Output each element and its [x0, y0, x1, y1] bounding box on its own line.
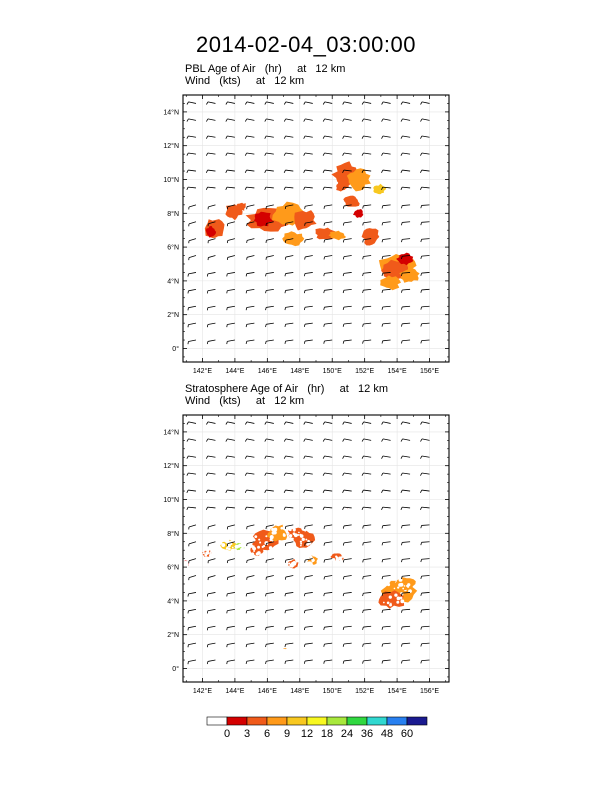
- field-gap: [257, 546, 260, 549]
- field-gap: [400, 597, 403, 600]
- wind-barb: [245, 490, 254, 493]
- x-tick-label: 142°E: [192, 688, 213, 695]
- wind-barb: [285, 542, 293, 546]
- field-gap: [387, 602, 390, 605]
- wind-barb: [305, 576, 313, 580]
- panel1-subtitle-2: Wind (kts) at 12 km: [185, 75, 305, 87]
- wind-barb: [401, 473, 410, 476]
- wind-barb: [401, 542, 410, 545]
- wind-barb: [401, 525, 410, 528]
- wind-barb: [187, 473, 196, 476]
- wind-barb: [284, 422, 293, 425]
- wind-barb: [420, 439, 429, 442]
- wind-barb: [323, 473, 332, 476]
- wind-barb: [265, 490, 274, 493]
- wind-barb: [324, 559, 332, 563]
- wind-barb: [421, 576, 430, 579]
- field-gap: [397, 586, 399, 588]
- wind-barb: [343, 626, 352, 630]
- wind-barb: [266, 643, 274, 647]
- colorbar-label: 48: [380, 728, 394, 740]
- wind-barb: [227, 576, 235, 580]
- wind-barb: [304, 456, 313, 459]
- wind-barb: [363, 609, 372, 613]
- wind-barb: [382, 439, 391, 442]
- wind-barb: [226, 490, 235, 493]
- field-gap: [283, 533, 285, 535]
- field-gap: [254, 535, 257, 538]
- field-gap: [348, 505, 351, 508]
- field-gap: [225, 540, 227, 542]
- x-tick-label: 148°E: [290, 688, 310, 695]
- wind-barb: [381, 490, 390, 493]
- field-gap: [293, 528, 296, 531]
- field-gap: [208, 552, 210, 554]
- wind-barb: [246, 592, 254, 596]
- wind-barb: [421, 542, 430, 545]
- wind-barb: [421, 422, 430, 425]
- field-gap: [300, 543, 302, 545]
- wind-barb: [226, 507, 235, 510]
- wind-barb: [285, 576, 293, 580]
- field-gap: [389, 596, 392, 599]
- wind-barb: [187, 490, 196, 493]
- wind-barb: [206, 490, 215, 493]
- colorbar-label: 18: [320, 728, 334, 740]
- y-tick-label: 6°N: [167, 244, 179, 252]
- y-tick-label: 4°N: [167, 278, 179, 286]
- wind-barb: [266, 609, 274, 613]
- wind-barb: [226, 439, 235, 442]
- wind-barb: [363, 626, 372, 630]
- wind-barb: [188, 626, 196, 630]
- field-gap: [203, 552, 205, 554]
- wind-barb: [401, 456, 410, 459]
- field-gap: [298, 532, 300, 534]
- x-tick-label: 154°E: [387, 688, 407, 695]
- x-tick-label: 144°E: [225, 688, 245, 695]
- wind-barb: [245, 456, 254, 459]
- x-tick-label: 150°E: [322, 368, 342, 375]
- wind-barb: [363, 542, 371, 546]
- field-gap: [251, 552, 254, 555]
- field-gap: [310, 545, 314, 549]
- wind-barb: [324, 542, 332, 546]
- wind-barb: [187, 507, 196, 510]
- wind-barb: [207, 643, 215, 647]
- wind-barb: [324, 626, 332, 630]
- wind-barb: [208, 525, 215, 530]
- wind-barb: [227, 609, 235, 613]
- wind-barb: [324, 643, 332, 647]
- wind-barb: [421, 609, 430, 612]
- field-gap: [232, 547, 234, 549]
- field-gap: [226, 547, 229, 550]
- x-tick-label: 142°E: [192, 368, 213, 375]
- field-gap: [306, 543, 309, 546]
- wind-barb: [421, 643, 430, 646]
- wind-barb: [382, 422, 391, 425]
- wind-barb: [343, 439, 352, 442]
- field-gap: [336, 558, 339, 561]
- field-gap: [242, 547, 244, 549]
- wind-barb: [284, 473, 293, 476]
- wind-barb: [382, 660, 391, 664]
- field-gap: [300, 541, 302, 543]
- field-gap: [262, 546, 264, 548]
- wind-barb: [323, 507, 332, 510]
- wind-barb: [265, 507, 274, 510]
- panel1-subtitle-1: PBL Age of Air (hr) at 12 km: [185, 63, 346, 75]
- wind-barb: [343, 660, 352, 664]
- wind-barb: [421, 559, 430, 562]
- wind-barb: [343, 559, 351, 563]
- field-gap: [340, 558, 343, 561]
- wind-barb: [304, 592, 312, 596]
- wind-barb: [227, 660, 235, 664]
- field-gap: [305, 539, 307, 541]
- wind-barb: [382, 525, 391, 529]
- wind-barb: [382, 542, 391, 546]
- wind-barb: [246, 609, 254, 613]
- wind-barb: [323, 456, 332, 459]
- wind-barb: [247, 559, 255, 563]
- field-gap: [398, 583, 402, 587]
- wind-barb: [245, 422, 254, 425]
- wind-barb: [284, 439, 293, 442]
- wind-barb: [343, 525, 351, 529]
- field-gap: [209, 554, 213, 558]
- wind-barb: [382, 626, 391, 630]
- wind-barb: [362, 422, 371, 425]
- wind-barb: [227, 559, 235, 563]
- wind-barb: [401, 626, 410, 629]
- wind-barb: [420, 490, 429, 493]
- y-tick-label: 8°N: [167, 210, 179, 218]
- wind-barb: [420, 507, 429, 510]
- y-tick-label: 4°N: [167, 598, 179, 606]
- y-tick-label: 2°N: [167, 632, 179, 640]
- field-gap: [394, 588, 396, 590]
- field-gap: [302, 538, 305, 541]
- wind-barb: [266, 626, 274, 630]
- field-gap: [310, 562, 312, 564]
- wind-barb: [304, 609, 312, 613]
- wind-barb: [421, 592, 430, 595]
- x-tick-label: 146°E: [257, 368, 277, 375]
- wind-barb: [207, 626, 215, 630]
- wind-barb: [420, 473, 429, 476]
- wind-barb: [285, 660, 293, 664]
- wind-barb: [188, 609, 196, 613]
- wind-barb: [206, 507, 215, 510]
- field-gap: [387, 581, 389, 583]
- wind-barb: [247, 525, 255, 529]
- wind-barb: [363, 660, 372, 664]
- field-gap: [294, 533, 298, 537]
- field-gap: [210, 551, 212, 553]
- wind-barb: [189, 542, 196, 547]
- field-gap: [257, 551, 261, 555]
- wind-barb: [343, 456, 352, 459]
- field-gap: [235, 545, 239, 549]
- y-tick-label: 10°N: [163, 496, 179, 504]
- wind-barb: [343, 473, 352, 476]
- wind-barb: [227, 626, 235, 630]
- wind-barb: [246, 626, 254, 630]
- wind-barb: [304, 626, 312, 630]
- wind-barb: [421, 525, 430, 528]
- field-gap: [396, 601, 399, 604]
- wind-barb: [324, 609, 332, 613]
- wind-barb: [420, 456, 429, 459]
- wind-barb: [401, 559, 410, 562]
- colorbar-label: 3: [243, 728, 251, 740]
- wind-barb: [187, 422, 196, 425]
- y-tick-label: 6°N: [167, 564, 179, 572]
- wind-barb: [323, 439, 332, 442]
- field-gap: [240, 544, 244, 548]
- field-gap: [311, 561, 313, 563]
- wind-barb: [362, 439, 371, 442]
- y-tick-label: 8°N: [167, 530, 179, 538]
- field-gap: [265, 535, 267, 537]
- wind-barb: [265, 456, 274, 459]
- panel2-subtitle-1: Stratosphere Age of Air (hr) at 12 km: [185, 383, 388, 395]
- panel2-subtitle-2: Wind (kts) at 12 km: [185, 395, 305, 407]
- wind-barb: [323, 490, 332, 493]
- field-gap: [289, 534, 292, 537]
- wind-barb: [207, 592, 215, 596]
- field-gap: [394, 593, 397, 596]
- wind-barb: [284, 490, 293, 493]
- wind-barb: [343, 609, 352, 613]
- wind-barb: [266, 660, 274, 664]
- wind-barb: [284, 456, 293, 459]
- wind-barb: [304, 490, 313, 493]
- field-gap: [273, 528, 277, 532]
- field-gap: [184, 563, 187, 566]
- wind-barb: [265, 439, 274, 442]
- wind-barb: [401, 422, 410, 425]
- wind-barb: [189, 525, 196, 530]
- colorbar-label: 60: [400, 728, 414, 740]
- wind-barb: [382, 559, 391, 563]
- wind-barb: [324, 525, 332, 529]
- wind-barb: [207, 609, 215, 613]
- x-tick-label: 144°E: [225, 368, 245, 375]
- field-gap: [291, 565, 293, 567]
- field-gap: [258, 539, 260, 541]
- field-gap: [204, 554, 207, 557]
- wind-barb: [189, 576, 196, 581]
- wind-barb: [304, 422, 313, 425]
- wind-barb: [285, 525, 293, 529]
- wind-barb: [187, 456, 196, 459]
- wind-barb: [401, 609, 410, 612]
- y-tick-label: 2°N: [167, 312, 179, 320]
- wind-barb: [245, 507, 254, 510]
- wind-barb: [206, 422, 215, 425]
- wind-barb: [343, 490, 352, 493]
- field-gap: [252, 548, 254, 550]
- wind-barb: [245, 473, 254, 476]
- x-tick-label: 152°E: [355, 688, 375, 695]
- wind-barb: [285, 609, 293, 613]
- wind-barb: [401, 507, 410, 510]
- colorbar-label: 9: [283, 728, 291, 740]
- field-gap: [240, 548, 242, 550]
- x-tick-label: 156°E: [419, 688, 440, 695]
- y-tick-label: 14°N: [163, 109, 179, 117]
- field-gap: [253, 550, 255, 552]
- wind-barb: [305, 525, 313, 529]
- wind-barb: [265, 422, 274, 425]
- wind-barb: [381, 473, 390, 476]
- wind-barb: [363, 525, 371, 529]
- wind-barb: [226, 473, 235, 476]
- x-tick-label: 156°E: [419, 368, 440, 375]
- field-gap: [300, 545, 302, 547]
- field-gap: [291, 562, 295, 566]
- wind-barb: [188, 592, 196, 596]
- wind-barb: [381, 507, 390, 510]
- wind-barb: [362, 456, 371, 459]
- wind-barb: [343, 576, 351, 580]
- field-gap: [269, 546, 272, 549]
- field-gap: [259, 541, 261, 543]
- colorbar-label: 0: [223, 728, 231, 740]
- wind-barb: [343, 592, 352, 596]
- field-gap: [335, 556, 337, 558]
- y-tick-label: 10°N: [163, 176, 179, 184]
- wind-barb: [324, 660, 332, 664]
- wind-barb: [265, 473, 274, 476]
- x-tick-label: 154°E: [387, 368, 407, 375]
- field-gap: [299, 534, 301, 536]
- wind-barb: [206, 456, 215, 459]
- y-tick-label: 12°N: [163, 463, 179, 471]
- colorbar-label: 36: [360, 728, 374, 740]
- field-gap: [272, 531, 276, 535]
- y-tick-label: 14°N: [163, 429, 179, 437]
- wind-barb: [189, 559, 196, 564]
- wind-barb: [421, 626, 430, 629]
- field-gap: [383, 602, 385, 604]
- wind-barb: [343, 422, 352, 425]
- field-gap: [387, 583, 390, 586]
- colorbar-label: 24: [340, 728, 354, 740]
- wind-barb: [227, 643, 235, 647]
- field-gap: [310, 556, 313, 559]
- wind-barb: [382, 609, 391, 613]
- wind-barb: [206, 473, 215, 476]
- wind-barb: [188, 643, 196, 647]
- wind-barb: [324, 576, 332, 580]
- wind-barb: [382, 576, 391, 580]
- wind-barb: [362, 507, 371, 510]
- wind-barb: [246, 643, 254, 647]
- wind-barb: [188, 660, 196, 664]
- field-gap: [280, 527, 283, 530]
- field-gap: [289, 528, 292, 531]
- wind-barb: [363, 576, 371, 580]
- wind-barb: [401, 660, 410, 663]
- wind-barb: [363, 643, 372, 647]
- wind-barb: [304, 643, 312, 647]
- wind-barb: [401, 490, 410, 493]
- wind-barb: [343, 643, 352, 647]
- wind-barb: [266, 592, 274, 596]
- wind-barb: [208, 559, 215, 564]
- wind-barb: [208, 542, 215, 547]
- wind-barb: [323, 422, 332, 425]
- wind-barb: [226, 456, 235, 459]
- x-tick-label: 146°E: [257, 688, 277, 695]
- wind-barb: [304, 473, 313, 476]
- wind-barb: [187, 439, 196, 442]
- wind-barb: [285, 592, 293, 596]
- field-gap: [390, 603, 392, 605]
- wind-barb: [227, 592, 235, 596]
- wind-barb: [206, 439, 215, 442]
- wind-barb: [343, 542, 351, 546]
- x-tick-label: 150°E: [322, 688, 342, 695]
- field-gap: [400, 599, 404, 603]
- wind-barb: [304, 439, 313, 442]
- wind-barb: [401, 439, 410, 442]
- wind-barb: [246, 660, 254, 664]
- y-tick-label: 12°N: [163, 143, 179, 151]
- field-gap: [402, 588, 404, 590]
- field-gap: [406, 585, 408, 587]
- wind-barb: [208, 576, 215, 581]
- y-tick-label: 0°: [172, 665, 179, 673]
- y-tick-label: 0°: [172, 345, 179, 353]
- wind-barb: [304, 507, 313, 510]
- wind-barb: [284, 507, 293, 510]
- wind-barb: [226, 422, 235, 425]
- field-gap: [270, 535, 274, 539]
- colorbar-label: 12: [300, 728, 314, 740]
- x-tick-label: 148°E: [290, 368, 310, 375]
- wind-barb: [363, 559, 371, 563]
- wind-barb: [382, 643, 391, 647]
- field-gap: [313, 559, 315, 561]
- field-gap: [221, 543, 225, 547]
- field-gap: [404, 585, 406, 587]
- wind-barb: [382, 456, 391, 459]
- colorbar-label: 6: [263, 728, 271, 740]
- wind-barb: [245, 439, 254, 442]
- wind-barb: [401, 643, 410, 646]
- wind-barb: [285, 626, 293, 630]
- x-tick-label: 152°E: [355, 368, 375, 375]
- wind-barb: [207, 660, 215, 664]
- wind-barb: [363, 592, 372, 596]
- page-title: 2014-02-04_03:00:00: [196, 32, 416, 57]
- wind-barb: [227, 525, 235, 529]
- wind-barb: [362, 473, 371, 476]
- wind-barb: [324, 592, 332, 596]
- wind-barb: [421, 660, 430, 663]
- wind-barb: [304, 660, 312, 664]
- wind-barb: [247, 576, 255, 580]
- wind-barb: [362, 490, 371, 493]
